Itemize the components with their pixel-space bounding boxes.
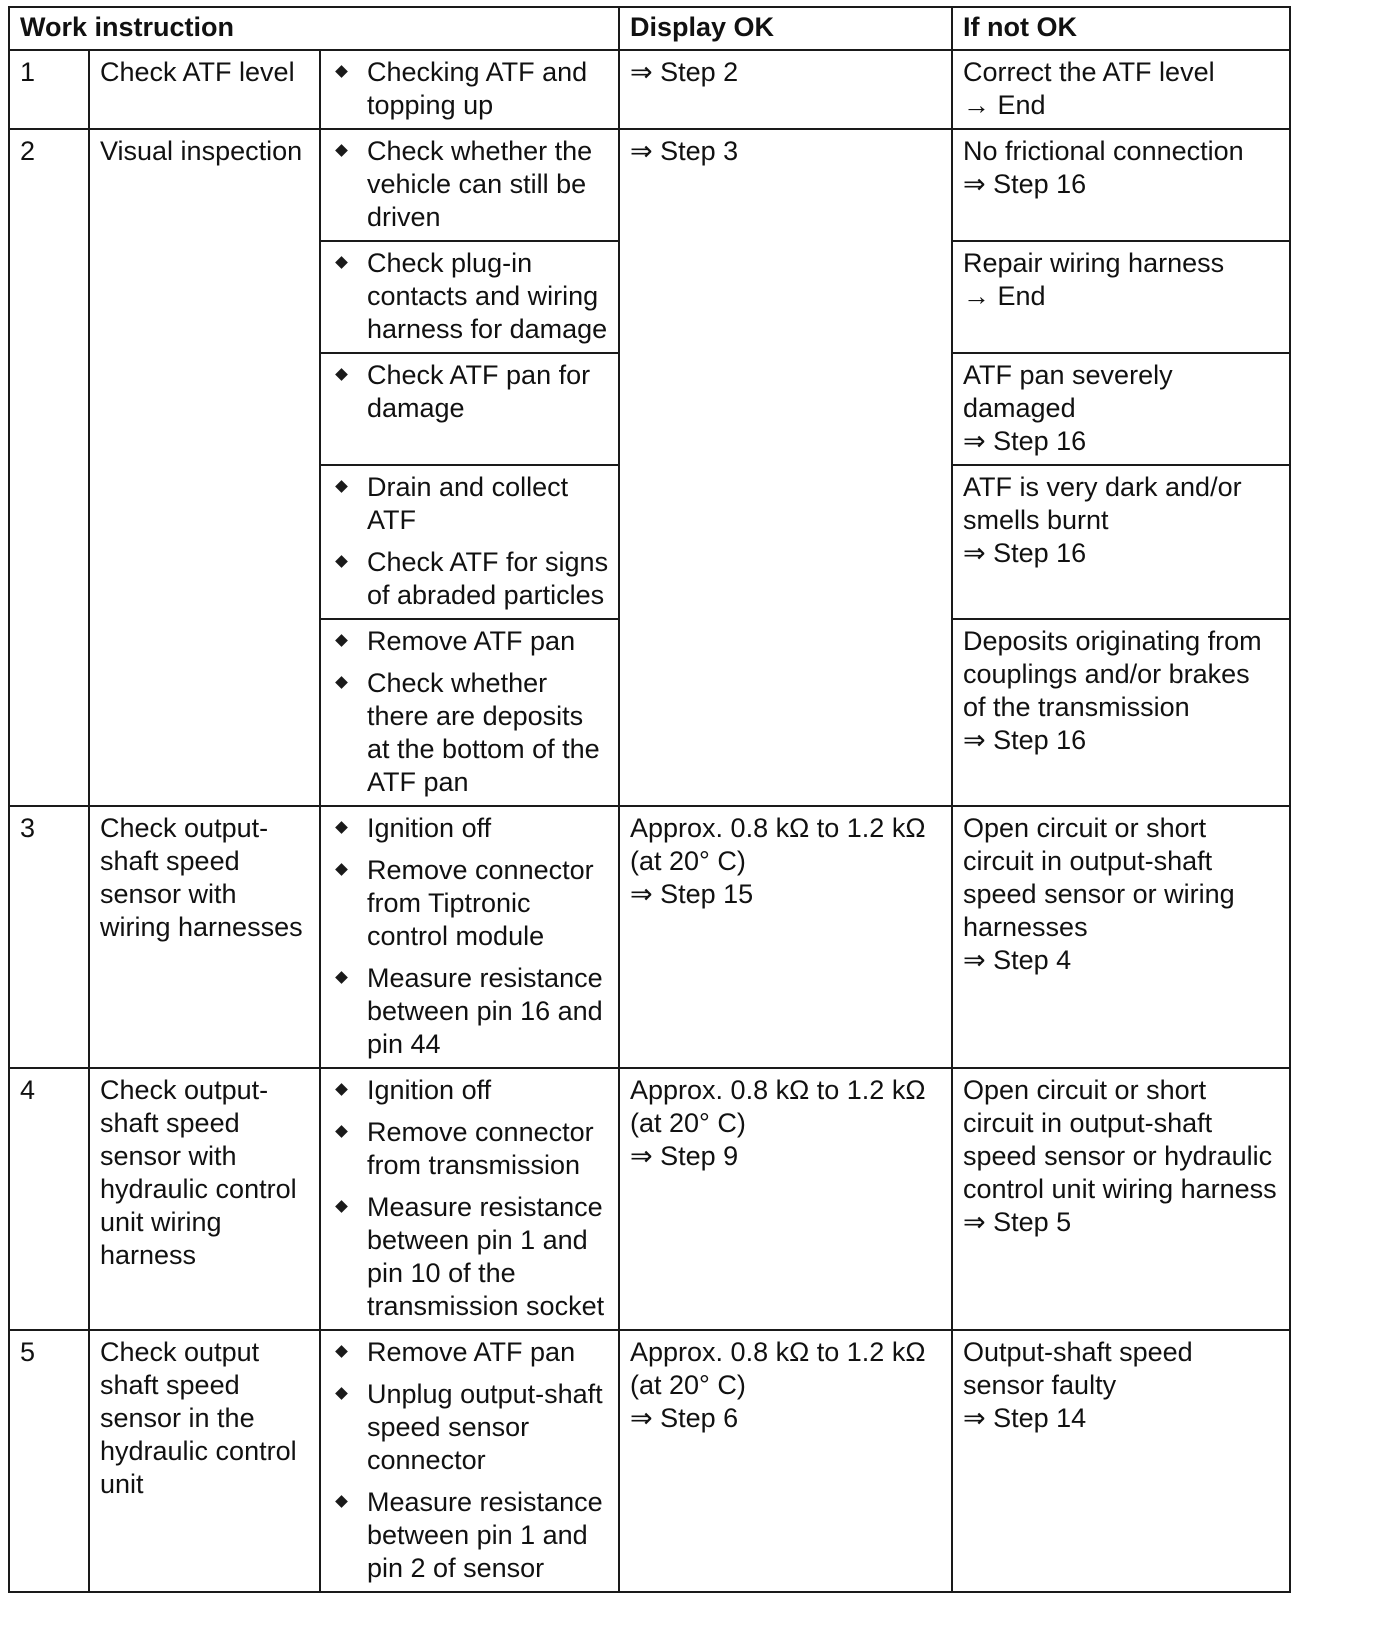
table-row bbox=[9, 129, 1290, 241]
if-not-ok-text: No frictional connection bbox=[963, 136, 1244, 166]
diamond-bullet-icon bbox=[335, 821, 348, 834]
step-title: Check output shaft speed sensor in the hydraulic control unit bbox=[89, 1330, 320, 1592]
diamond-bullet-icon bbox=[335, 1083, 348, 1096]
if-not-ok-cell bbox=[952, 241, 1290, 353]
if-not-ok-cell bbox=[952, 806, 1290, 1068]
if-not-ok-text: ⇒ Step 16 bbox=[963, 426, 1087, 456]
display-ok-cell bbox=[619, 129, 952, 806]
step-title: Check ATF level bbox=[89, 50, 320, 129]
header-if-not-ok: If not OK bbox=[952, 7, 1290, 50]
action-cell bbox=[320, 806, 619, 1068]
table-row bbox=[9, 1330, 1290, 1592]
action-bullet bbox=[329, 854, 610, 953]
if-not-ok-cell bbox=[952, 129, 1290, 241]
action-text: Ignition off bbox=[367, 813, 492, 843]
action-cell bbox=[320, 619, 619, 806]
action-cell bbox=[320, 241, 619, 353]
if-not-ok-cell bbox=[952, 353, 1290, 465]
if-not-ok-cell bbox=[952, 50, 1290, 129]
step-number: 4 bbox=[9, 1068, 89, 1330]
if-not-ok-cell bbox=[952, 619, 1290, 806]
display-ok-text: ⇒ Step 6 bbox=[630, 1403, 739, 1433]
action-text: Measure resistance between pin 1 and pin 2 of sensor bbox=[367, 1487, 603, 1583]
action-bullet bbox=[329, 1074, 610, 1107]
diamond-bullet-icon bbox=[335, 1125, 348, 1138]
action-bullet bbox=[329, 471, 610, 537]
action-bullet bbox=[329, 1116, 610, 1182]
work-instruction-table bbox=[8, 6, 1291, 1593]
if-not-ok-text: Open circuit or short circuit in output-shaft speed sensor or wiring harnesses bbox=[963, 813, 1235, 942]
step-number: 3 bbox=[9, 806, 89, 1068]
action-bullet bbox=[329, 1336, 610, 1369]
step-number: 2 bbox=[9, 129, 89, 806]
if-not-ok-cell bbox=[952, 1068, 1290, 1330]
action-bullet bbox=[329, 1378, 610, 1477]
if-not-ok-text: ⇒ Step 16 bbox=[963, 725, 1087, 755]
table-row bbox=[9, 50, 1290, 129]
step-title: Visual inspection bbox=[89, 129, 320, 806]
display-ok-text: ⇒ Step 15 bbox=[630, 879, 754, 909]
diamond-bullet-icon bbox=[335, 368, 348, 381]
if-not-ok-text: ⇒ Step 14 bbox=[963, 1403, 1087, 1433]
diamond-bullet-icon bbox=[335, 555, 348, 568]
diamond-bullet-icon bbox=[335, 634, 348, 647]
action-bullet bbox=[329, 247, 610, 346]
action-bullet bbox=[329, 667, 610, 799]
action-bullet bbox=[329, 1486, 610, 1585]
action-text: Remove ATF pan bbox=[367, 626, 576, 656]
if-not-ok-text: → End bbox=[963, 281, 1046, 311]
diamond-bullet-icon bbox=[335, 144, 348, 157]
diamond-bullet-icon bbox=[335, 676, 348, 689]
step-number: 1 bbox=[9, 50, 89, 129]
action-text: Ignition off bbox=[367, 1075, 492, 1105]
action-text: Check plug-in contacts and wiring harness for damage bbox=[367, 248, 608, 344]
diamond-bullet-icon bbox=[335, 256, 348, 269]
header-display-ok: Display OK bbox=[619, 7, 952, 50]
if-not-ok-text: Open circuit or short circuit in output-shaft speed sensor or hydraulic control unit wiring harness bbox=[963, 1075, 1277, 1204]
if-not-ok-text: ⇒ Step 5 bbox=[963, 1207, 1072, 1237]
action-bullet bbox=[329, 625, 610, 658]
step-title: Check output-shaft speed sensor with hydraulic control unit wiring harness bbox=[89, 1068, 320, 1330]
display-ok-cell bbox=[619, 1068, 952, 1330]
action-bullet bbox=[329, 546, 610, 612]
action-text: Check whether the vehicle can still be driven bbox=[367, 136, 593, 232]
action-text: Measure resistance between pin 1 and pin 10 of the transmission socket bbox=[367, 1192, 605, 1321]
action-text: Check ATF pan for damage bbox=[367, 360, 591, 423]
action-text: Drain and collect ATF bbox=[367, 472, 569, 535]
action-text: Check ATF for signs of abraded particles bbox=[367, 547, 609, 610]
diamond-bullet-icon bbox=[335, 65, 348, 78]
display-ok-text: Approx. 0.8 kΩ to 1.2 kΩ (at 20° C) bbox=[630, 813, 926, 876]
action-cell bbox=[320, 1330, 619, 1592]
table-row bbox=[9, 1068, 1290, 1330]
action-bullet bbox=[329, 359, 610, 425]
action-text: Remove ATF pan bbox=[367, 1337, 576, 1367]
if-not-ok-cell bbox=[952, 1330, 1290, 1592]
action-bullet bbox=[329, 135, 610, 234]
action-cell bbox=[320, 50, 619, 129]
action-cell bbox=[320, 353, 619, 465]
table-row bbox=[9, 806, 1290, 1068]
display-ok-text: ⇒ Step 2 bbox=[630, 57, 739, 87]
diamond-bullet-icon bbox=[335, 1200, 348, 1213]
step-number: 5 bbox=[9, 1330, 89, 1592]
action-bullet bbox=[329, 56, 610, 122]
action-bullet bbox=[329, 1191, 610, 1323]
action-text: Check whether there are deposits at the bottom of the ATF pan bbox=[367, 668, 600, 797]
header-row bbox=[9, 7, 1290, 50]
if-not-ok-text: Repair wiring harness bbox=[963, 248, 1225, 278]
action-cell bbox=[320, 1068, 619, 1330]
diamond-bullet-icon bbox=[335, 863, 348, 876]
table-body bbox=[9, 50, 1290, 1592]
if-not-ok-text: ⇒ Step 16 bbox=[963, 538, 1087, 568]
action-cell bbox=[320, 465, 619, 619]
if-not-ok-text: → End bbox=[963, 90, 1046, 120]
diamond-bullet-icon bbox=[335, 1387, 348, 1400]
display-ok-cell bbox=[619, 50, 952, 129]
diamond-bullet-icon bbox=[335, 480, 348, 493]
display-ok-text: ⇒ Step 9 bbox=[630, 1141, 739, 1171]
action-text: Remove connector from Tiptronic control module bbox=[367, 855, 594, 951]
display-ok-cell bbox=[619, 806, 952, 1068]
diamond-bullet-icon bbox=[335, 1345, 348, 1358]
if-not-ok-cell bbox=[952, 465, 1290, 619]
action-text: Unplug output-shaft speed sensor connector bbox=[367, 1379, 603, 1475]
display-ok-text: Approx. 0.8 kΩ to 1.2 kΩ (at 20° C) bbox=[630, 1075, 926, 1138]
display-ok-cell bbox=[619, 1330, 952, 1592]
if-not-ok-text: Correct the ATF level bbox=[963, 57, 1215, 87]
action-bullet bbox=[329, 812, 610, 845]
diamond-bullet-icon bbox=[335, 1495, 348, 1508]
if-not-ok-text: Deposits originating from couplings and/or brakes of the transmission bbox=[963, 626, 1262, 722]
step-title: Check output-shaft speed sensor with wiring harnesses bbox=[89, 806, 320, 1068]
display-ok-text: Approx. 0.8 kΩ to 1.2 kΩ (at 20° C) bbox=[630, 1337, 926, 1400]
action-cell bbox=[320, 129, 619, 241]
if-not-ok-text: ⇒ Step 16 bbox=[963, 169, 1087, 199]
action-text: Measure resistance between pin 16 and pin 44 bbox=[367, 963, 603, 1059]
if-not-ok-text: Output-shaft speed sensor faulty bbox=[963, 1337, 1193, 1400]
action-text: Checking ATF and topping up bbox=[367, 57, 588, 120]
if-not-ok-text: ⇒ Step 4 bbox=[963, 945, 1072, 975]
if-not-ok-text: ATF pan severely damaged bbox=[963, 360, 1173, 423]
if-not-ok-text: ATF is very dark and/or smells burnt bbox=[963, 472, 1242, 535]
action-text: Remove connector from transmission bbox=[367, 1117, 594, 1180]
header-work-instruction: Work instruction bbox=[9, 7, 619, 50]
diamond-bullet-icon bbox=[335, 971, 348, 984]
display-ok-text: ⇒ Step 3 bbox=[630, 136, 739, 166]
action-bullet bbox=[329, 962, 610, 1061]
